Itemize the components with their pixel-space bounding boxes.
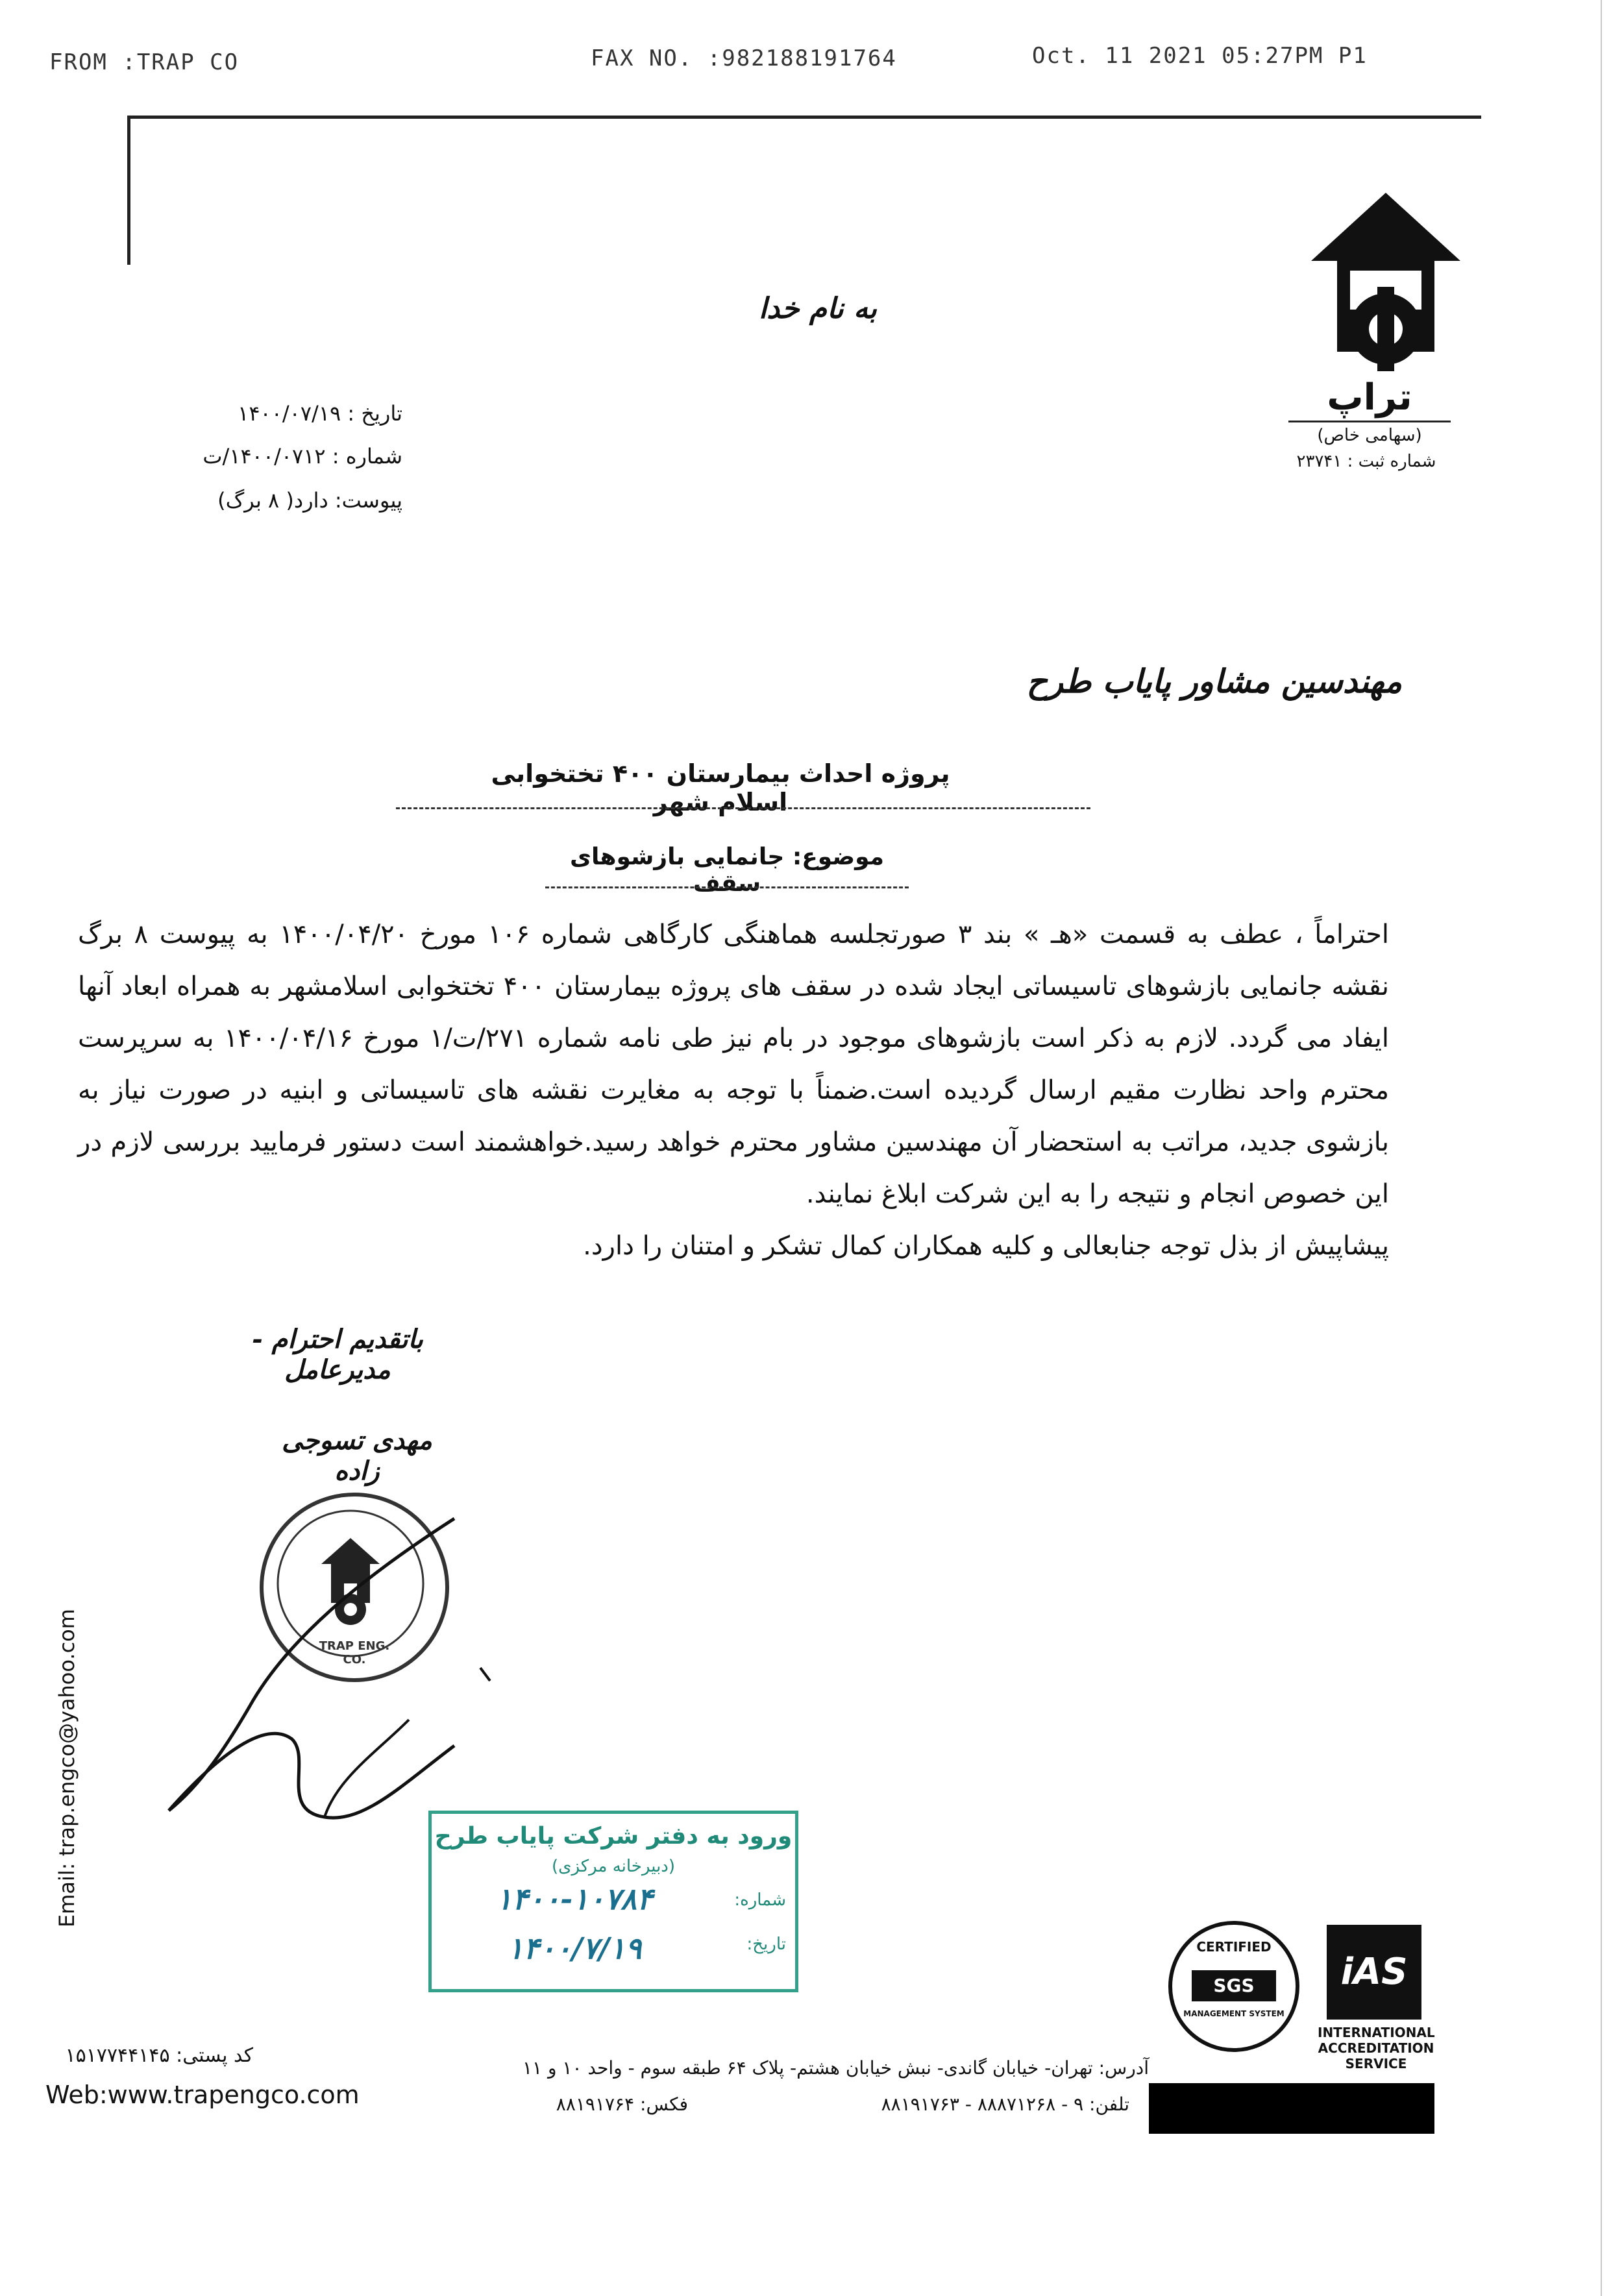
title-dashed-rule [396, 807, 1090, 809]
ias-line-1: INTERNATIONAL [1318, 2025, 1435, 2040]
letterhead-top-rule [127, 116, 1481, 119]
receipt-number-value: ۱۴۰۰-۱۰۷۸۴ [496, 1881, 653, 1916]
basmala: به نام خدا [759, 292, 877, 325]
footer-fax: فکس: ۸۸۱۹۱۷۶۴ [556, 2094, 688, 2115]
receipt-date-label: تاریخ: [746, 1935, 786, 1954]
signature-icon [130, 1506, 506, 1843]
receipt-date-value: ۱۴۰۰/۷/۱۹ [507, 1931, 642, 1966]
footer-phone: تلفن: ۹ - ۸۸۸۷۱۲۶۸ - ۸۸۱۹۱۷۶۳ [881, 2094, 1129, 2115]
recipient: مهندسین مشاور پایاب طرح [1026, 662, 1402, 700]
receipt-stamp-subtitle: (دبیرخانه مرکزی) [551, 1857, 676, 1876]
subject-dashed-rule [545, 886, 909, 888]
ias-logo-text [1318, 2025, 1434, 2071]
certified-logo-middle: SGS [1192, 1970, 1276, 2001]
ias-logo-mark: iAS [1327, 1925, 1421, 2020]
company-logo-name: تراپ [1327, 376, 1412, 419]
company-registration: شماره ثبت : ۲۳۷۴۱ [1296, 452, 1436, 471]
signer-name: مهدی تسوجی زاده [282, 1425, 432, 1486]
body-paragraph: احتراماً ، عطف به قسمت «هـ » بند ۳ صورتجلسه هماهنگی کارگاهی شماره ۱۰۶ مورخ ۱۴۰۰/۰۴/۲۰ به پیوست ۸ برگ نقشه جانمایی بازشوهای تاسیساتی ایجاد شده در سقف های پروژه بیمارستان ۴۰۰ تختخوابی اسلامشهر به همراه ابعاد آنها ایفاد می گردد. لازم به ذکر است بازشوهای موجود در بام نیز طی نامه شماره ۲۷۱/ت/۱ مورخ ۱۴۰۰/۰۴/۱۶ به سرپرست محترم واحد نظارت مقیم ارسال گردیده است.ضمناً با توجه به مغایرت نقشه های تاسیساتی و ابنیه در صورت نیاز به بازشوی جدید، مراتب به استحضار آن مهندسین مشاور محترم خواهد رسید.خواهشمند است دستور فرمایید بررسی لازم در این خصوص انجام و نتیجه را به این شرکت ابلاغ نمایند. [78, 920, 1390, 1209]
company-logo-subtitle: (سهامی خاص) [1317, 426, 1422, 445]
letterhead-left-rule [127, 116, 130, 265]
body-paragraph: پیشاپیش از بذل توجه جنابعالی و کلیه همکاران کمال تشکر و امتنان را دارد. [583, 1231, 1389, 1261]
fax-number: FAX NO. :982188191764 [591, 45, 897, 71]
seal-text: TRAP ENG. CO. [319, 1639, 390, 1667]
letter-attachment: پیوست: دارد( ۸ برگ) [217, 488, 402, 513]
side-email: Email: trap.engco@yahoo.com [55, 1609, 79, 1927]
redaction-bar [1149, 2083, 1434, 2134]
letter-number: شماره : ۱۴۰۰/۰۷۱۲/ت [203, 444, 402, 469]
footer-address: آدرس: تهران- خیابان گاندی- نبش خیابان هشتم- پلاک ۶۴ طبقه سوم - واحد ۱۰ و ۱۱ [523, 2057, 1149, 2079]
company-logo-icon [1305, 189, 1467, 384]
subject: موضوع: جانمایی بازشوهای سقف [569, 844, 885, 897]
page-right-edge [1601, 0, 1602, 2296]
letter-date: تاریخ : ۱۴۰۰/۰۷/۱۹ [238, 401, 402, 426]
letter-body [78, 909, 1389, 1272]
certified-logo-top: CERTIFIED [1196, 1939, 1272, 1955]
project-title: پروژه احداث بیمارستان ۴۰۰ تختخوابی اسلام شهر [491, 759, 950, 816]
certified-logo-bottom: MANAGEMENT SYSTEM [1183, 2009, 1285, 2018]
fax-from: FROM :TRAP CO [49, 49, 240, 75]
ias-line-3: SERVICE [1345, 2056, 1407, 2071]
postal-code: کد پستی: ۱۵۱۷۷۴۴۱۴۵ [65, 2044, 253, 2067]
certified-logo [1168, 1921, 1299, 2052]
closing: باتقدیم احترام - مدیرعامل [252, 1324, 423, 1385]
logo-divider [1288, 421, 1451, 422]
receipt-stamp-title: ورود به دفتر شرکت پایاب طرح [434, 1823, 793, 1850]
receipt-stamp [428, 1811, 798, 1992]
website: Web:www.trapengco.com [45, 2081, 360, 2109]
receipt-number-label: شماره: [734, 1890, 786, 1910]
ias-line-2: ACCREDITATION [1318, 2040, 1434, 2056]
fax-datetime: Oct. 11 2021 05:27PM P1 [1032, 43, 1368, 69]
